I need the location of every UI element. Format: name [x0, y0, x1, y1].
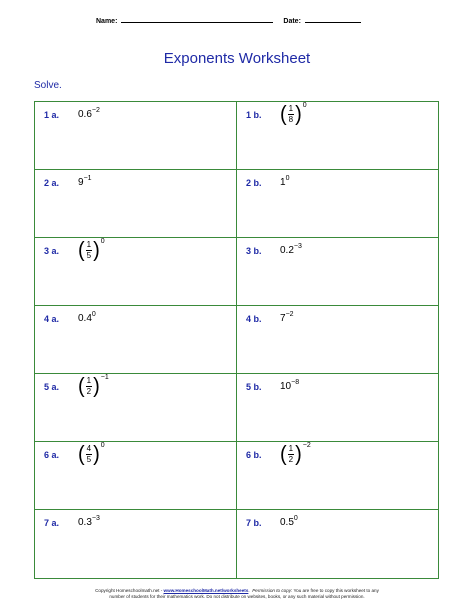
fraction-denominator: 8: [288, 114, 294, 124]
right-paren: ): [93, 374, 100, 398]
problem-cell: [35, 238, 237, 306]
base: 0.5: [280, 517, 294, 528]
problem-cell: [237, 510, 438, 578]
problem-number: 4 b.: [246, 314, 262, 324]
base: 0.4: [78, 313, 92, 324]
problem-expression: [78, 313, 96, 324]
name-blank-line: [121, 16, 273, 23]
problem-number: 3 b.: [246, 246, 262, 256]
problem-number: 6 b.: [246, 450, 262, 460]
footer-permission-label: Permission to copy: [252, 588, 292, 593]
footer-permission-text: : You are free to copy this worksheet to any: [291, 588, 379, 593]
problem-cell: [35, 306, 237, 374]
exponent: −2: [285, 311, 294, 318]
problem-cell: [237, 442, 438, 510]
fraction-power: ( $\frac{4}{5}$ ) $^0$: [78, 442, 105, 466]
problem-expression: [78, 376, 109, 396]
fraction-numerator: 1: [288, 443, 294, 453]
footer-link[interactable]: www.HomeschoolMath.net/worksheets: [163, 588, 249, 593]
problem-number: 4 a.: [44, 314, 60, 324]
base: 0.2: [280, 245, 294, 256]
right-paren: ): [93, 238, 100, 262]
problem-cell: [35, 442, 237, 510]
right-paren: ): [295, 102, 302, 126]
fraction: [86, 445, 92, 464]
left-paren: (: [280, 102, 287, 126]
problem-number: 7 a.: [44, 518, 60, 528]
fraction: [86, 377, 92, 396]
problem-number: 2 b.: [246, 178, 262, 188]
footer: [0, 588, 474, 600]
fraction: [86, 241, 92, 260]
base: 0.6: [78, 109, 92, 120]
problem-expression: [280, 444, 311, 464]
fraction-numerator: 1: [86, 375, 92, 385]
fraction-denominator: 2: [288, 454, 294, 464]
problem-cell: [35, 510, 237, 578]
fraction-power: ( $\frac{1}{5}$ ) $^0$: [78, 238, 105, 262]
problem-number: 6 a.: [44, 450, 60, 460]
footer-line-1: Copyright Homeschoolmath.net - www.HomeschoolMath.net/worksheets. Permission to copy: You are free to copy this worksheet to any: [95, 588, 379, 593]
left-paren: (: [78, 442, 85, 466]
exponent: −3: [91, 515, 100, 522]
exponent: −8: [291, 379, 300, 386]
problem-expression: [280, 104, 307, 124]
exponent: −2: [91, 107, 100, 114]
problem-number: 3 a.: [44, 246, 60, 256]
exponent: −3: [293, 243, 302, 250]
problem-expression: [280, 245, 302, 256]
footer-line-2: number of students for their mathematics work. Do not distribute on websites, books, or any such material without permission.: [109, 594, 365, 600]
problem-expression: [78, 240, 105, 260]
fraction: [288, 105, 294, 124]
base: 1: [280, 177, 286, 188]
name-label: Name:: [96, 18, 118, 25]
fraction-denominator: 2: [86, 386, 92, 396]
problem-expression: [78, 444, 105, 464]
right-paren: ): [295, 442, 302, 466]
date-label: Date:: [283, 18, 301, 25]
exponent: 0: [91, 311, 96, 318]
problem-number: 7 b.: [246, 518, 262, 528]
right-paren: ): [93, 442, 100, 466]
problem-cell: [237, 306, 438, 374]
problem-cell: [237, 170, 438, 238]
problem-expression: [280, 381, 299, 392]
problem-number: 5 b.: [246, 382, 262, 392]
fraction-power: ( $\frac{1}{8}$ ) $^0$: [280, 102, 307, 126]
header-fields: [96, 16, 396, 25]
fraction-numerator: 1: [288, 103, 294, 113]
base: 10: [280, 381, 292, 392]
problem-number: 1 b.: [246, 110, 262, 120]
base: 9: [78, 177, 84, 188]
problem-cell: [35, 170, 237, 238]
problem-cell: [237, 374, 438, 442]
problem-expression: [280, 177, 289, 188]
fraction-numerator: 4: [86, 443, 92, 453]
problem-number: 5 a.: [44, 382, 60, 392]
problem-expression: [78, 517, 100, 528]
problem-expression: [280, 313, 294, 324]
footer-copyright: Copyright Homeschoolmath.net -: [95, 588, 164, 593]
base: 7: [280, 313, 286, 324]
fraction-power: ( $\frac{1}{2}$ ) $^{-1}$: [78, 374, 109, 398]
problem-expression: [78, 109, 100, 120]
exponent: 0: [285, 175, 290, 182]
left-paren: (: [280, 442, 287, 466]
problem-number: 2 a.: [44, 178, 60, 188]
worksheet-title: Exponents Worksheet: [163, 50, 311, 67]
fraction: [288, 445, 294, 464]
fraction-power: ( $\frac{1}{2}$ ) $^{-2}$: [280, 442, 311, 466]
problem-cell: [35, 374, 237, 442]
problem-cell: [237, 238, 438, 306]
problem-expression: [280, 517, 298, 528]
problem-cell: [35, 102, 237, 170]
problem-number: 1 a.: [44, 110, 60, 120]
date-blank-line: [305, 16, 361, 23]
fraction-denominator: 5: [86, 454, 92, 464]
base: 0.3: [78, 517, 92, 528]
left-paren: (: [78, 374, 85, 398]
problem-grid: [34, 101, 439, 579]
fraction-numerator: 1: [86, 239, 92, 249]
exponent: 0: [293, 515, 298, 522]
instructions: Solve.: [34, 80, 62, 91]
problem-expression: [78, 177, 92, 188]
problem-cell: [237, 102, 438, 170]
exponent: −1: [83, 175, 92, 182]
left-paren: (: [78, 238, 85, 262]
fraction-denominator: 5: [86, 250, 92, 260]
